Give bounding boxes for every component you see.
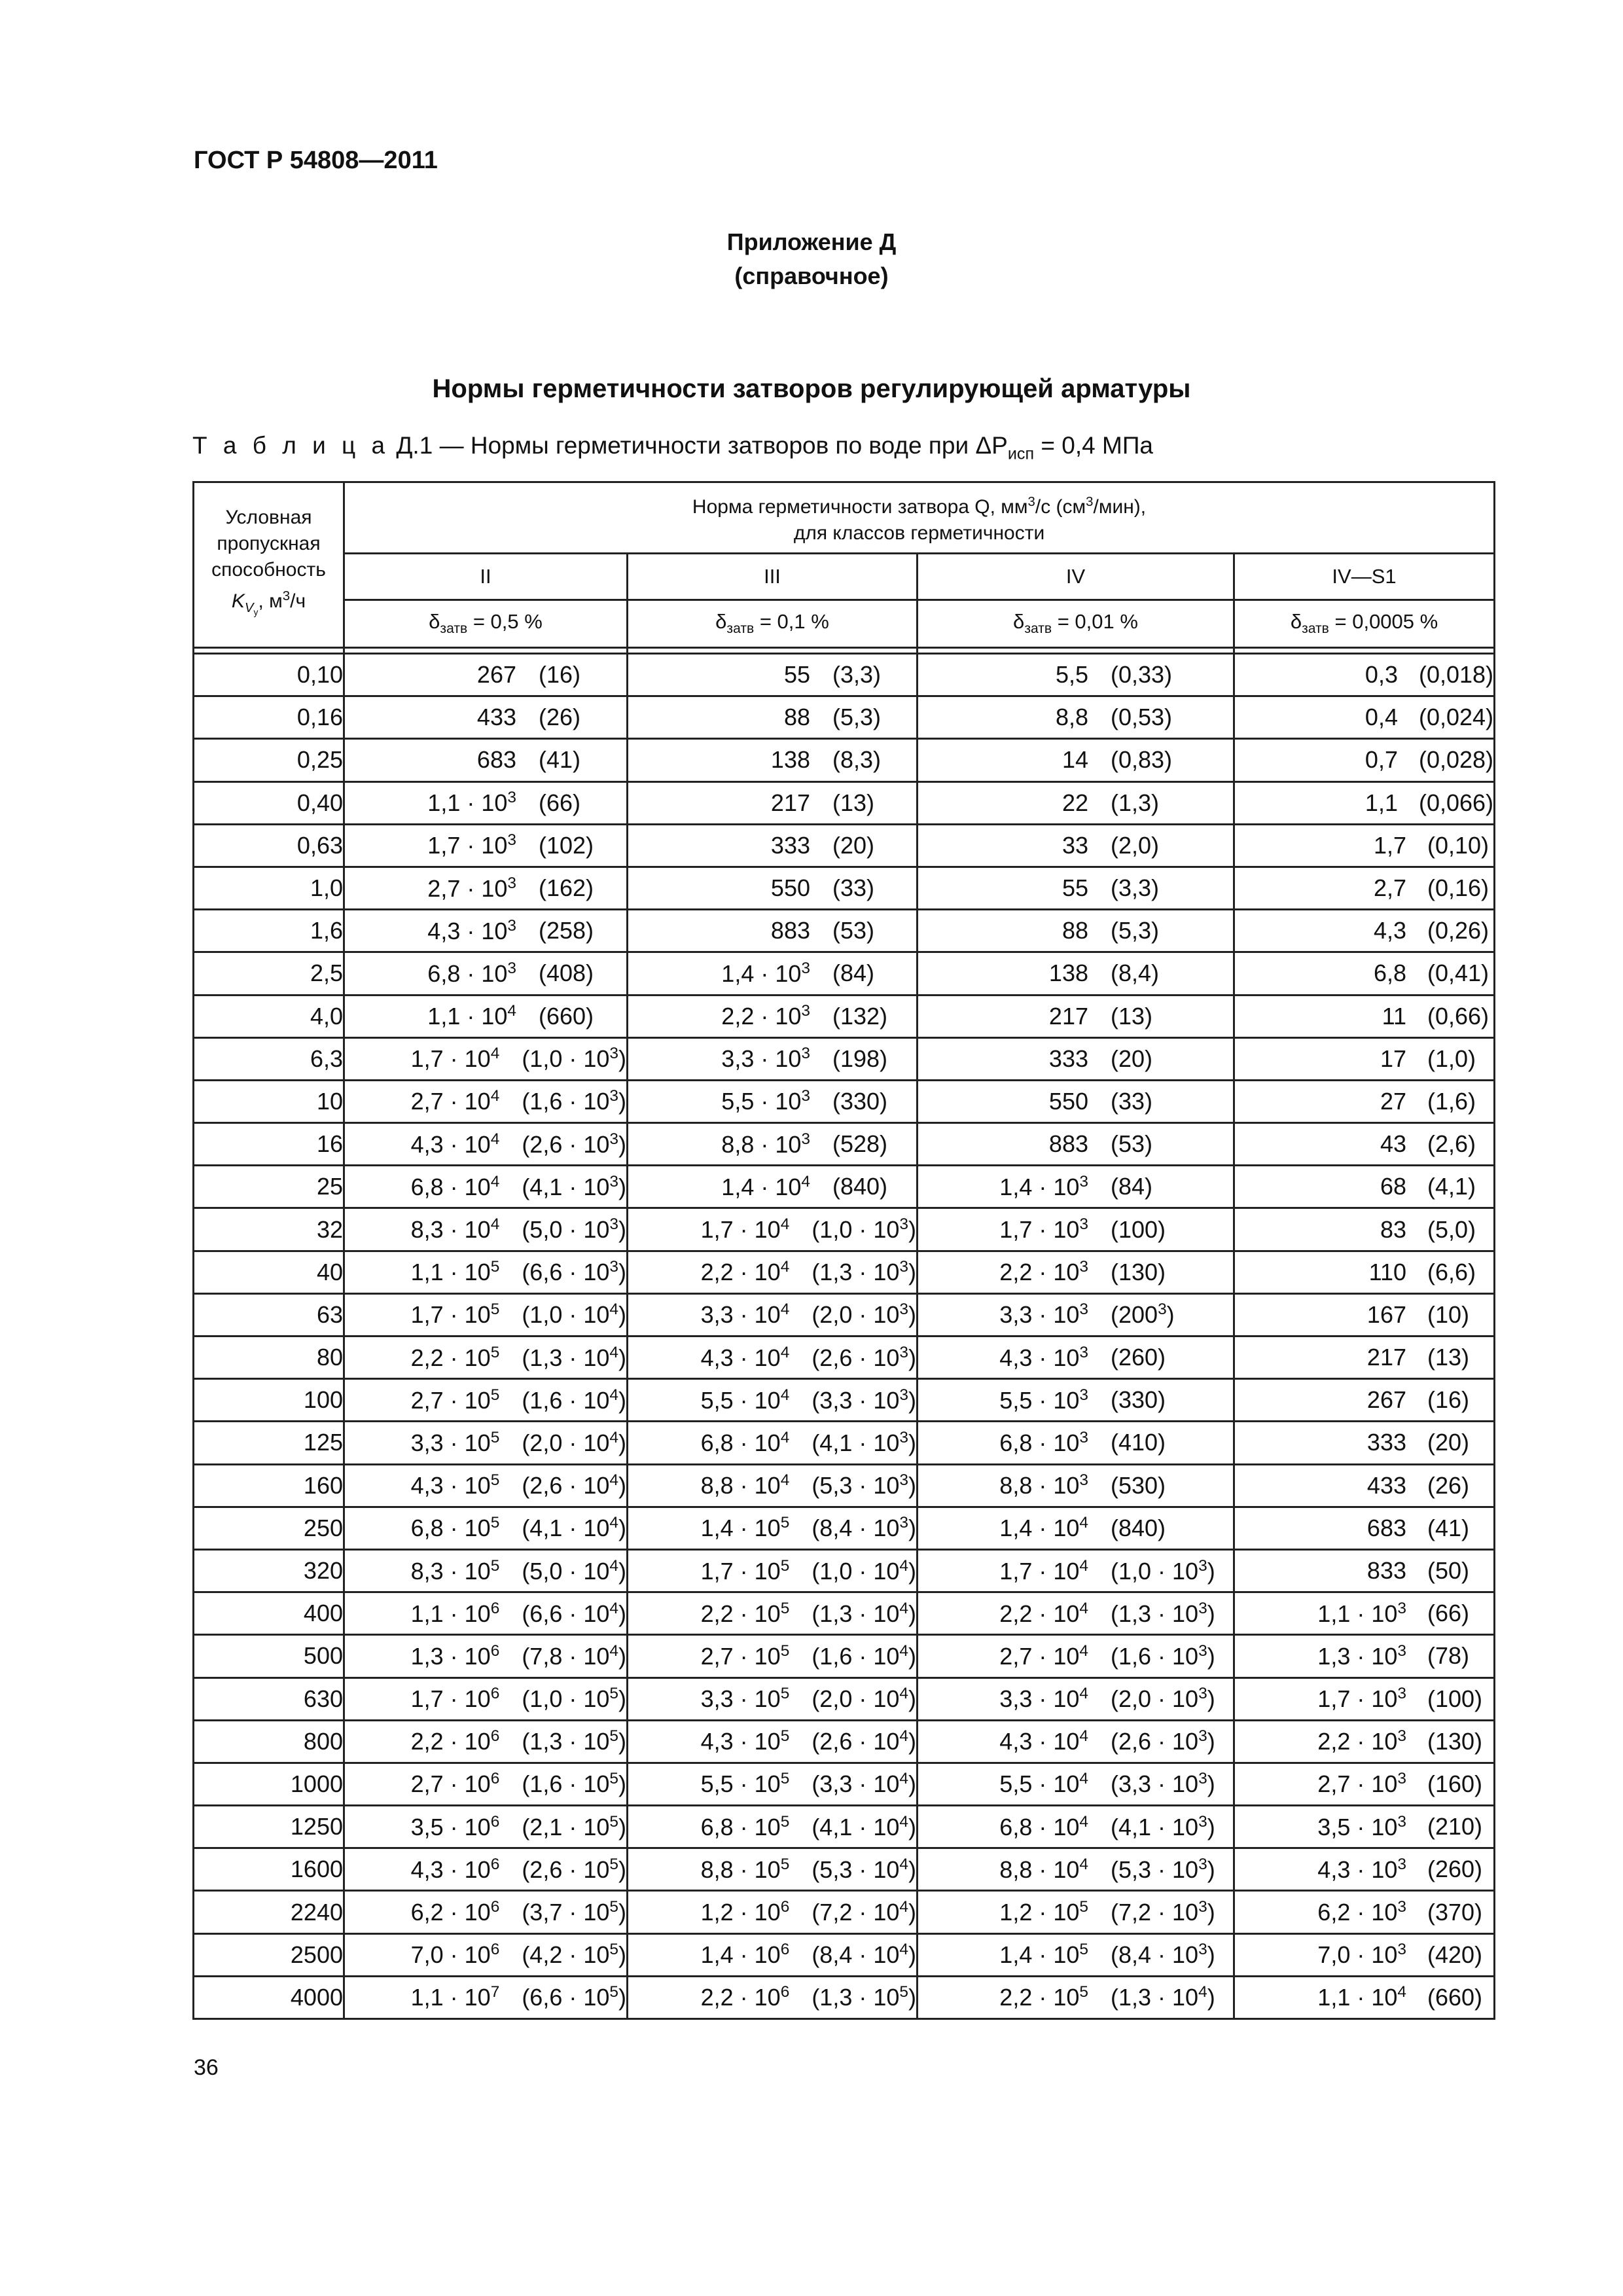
norm-value-cell: $1,7 \cdot 10^3$ (100) <box>1234 1677 1495 1720</box>
norm-value-cell: $1,7 \cdot 10^6$ $(1,0 \cdot 10^5)$ <box>344 1677 628 1720</box>
norm-value-cell: 550 (33) <box>918 1080 1234 1122</box>
norm-value-cell: 22 (1,3) <box>918 781 1234 824</box>
norm-value-cell: $1,7 \cdot 10^5$ $(1,0 \cdot 10^4)$ <box>628 1549 918 1592</box>
norm-value-cell: 433 (26) <box>1234 1464 1495 1507</box>
table-row <box>194 1806 1495 1848</box>
norm-value-cell: 333 (20) <box>918 1037 1234 1080</box>
norm-value-cell: 683 (41) <box>1234 1507 1495 1549</box>
table-row <box>194 1166 1495 1208</box>
norm-value-cell: $4,3 \cdot 10^5$ $(2,6 \cdot 10^4)$ <box>344 1464 628 1507</box>
table-row <box>194 1208 1495 1251</box>
page-number: 36 <box>194 2055 219 2080</box>
delta-header: $\delta_{затв} = 0,01$ % <box>918 600 1234 648</box>
table-row <box>194 1037 1495 1080</box>
norm-value-cell: $3,5 \cdot 10^3$ (210) <box>1234 1806 1495 1848</box>
kv-value-cell: 1000 <box>194 1763 344 1805</box>
norm-value-cell: $1,4 \cdot 10^6$ $(8,4 \cdot 10^4)$ <box>628 1933 918 1976</box>
appendix-title: Приложение Д <box>726 228 897 255</box>
kv-value-cell: 160 <box>194 1464 344 1507</box>
kv-value-cell: 2240 <box>194 1891 344 1933</box>
norm-value-cell: $5,5 \cdot 10^4$ $(3,3 \cdot 10^3)$ <box>918 1763 1234 1805</box>
norm-value-cell: 88 (5,3) <box>628 696 918 739</box>
table-body <box>194 654 1495 2019</box>
kv-value-cell: 6,3 <box>194 1037 344 1080</box>
norm-value-cell: $2,2 \cdot 10^5$ $(1,3 \cdot 10^4)$ <box>628 1592 918 1635</box>
table-row <box>194 1720 1495 1763</box>
table-row <box>194 696 1495 739</box>
caption-sub: исп <box>1007 444 1035 463</box>
norm-value-cell: $1,4 \cdot 10^5$ $(8,4 \cdot 10^3)$ <box>628 1507 918 1549</box>
norm-value-cell: 110 (6,6) <box>1234 1251 1495 1293</box>
kv-value-cell: 4,0 <box>194 995 344 1037</box>
norm-value-cell: $3,3 \cdot 10^5$ $(2,0 \cdot 10^4)$ <box>344 1422 628 1464</box>
norm-value-cell: $6,8 \cdot 10^4$ $(4,1 \cdot 10^3)$ <box>628 1422 918 1464</box>
norm-value-cell: $6,8 \cdot 10^4$ $(4,1 \cdot 10^3)$ <box>918 1806 1234 1848</box>
class-header: IV <box>918 554 1234 600</box>
section-title: Нормы герметичности затворов регулирующей арматуры <box>432 374 1191 403</box>
table-row <box>194 1933 1495 1976</box>
norm-value-cell: 11 (0,66) <box>1234 995 1495 1037</box>
table-row <box>194 1422 1495 1464</box>
table-row <box>194 1507 1495 1549</box>
norm-value-cell: $5,5 \cdot 10^5$ $(3,3 \cdot 10^4)$ <box>628 1763 918 1805</box>
norm-value-cell: $1,4 \cdot 10^3$ (84) <box>918 1166 1234 1208</box>
table-row <box>194 1379 1495 1422</box>
norm-value-cell: $2,2 \cdot 10^3$ (132) <box>628 995 918 1037</box>
kv-value-cell: 100 <box>194 1379 344 1422</box>
document-code: ГОСТ Р 54808—2011 <box>194 147 438 174</box>
kv-value-cell: 40 <box>194 1251 344 1293</box>
kv-value-cell: 2,5 <box>194 952 344 995</box>
norm-value-cell: 4,3 (0,26) <box>1234 910 1495 952</box>
delta-header: $\delta_{затв} = 0,5$ % <box>344 600 628 648</box>
norm-value-cell: 68 (4,1) <box>1234 1166 1495 1208</box>
kv-value-cell: 1,0 <box>194 867 344 909</box>
norm-value-cell: $5,5 \cdot 10^3$ (330) <box>918 1379 1234 1422</box>
kv-value-cell: 0,25 <box>194 739 344 781</box>
table-row <box>194 1592 1495 1635</box>
norm-value-cell: 550 (33) <box>628 867 918 909</box>
norm-value-cell: $1,3 \cdot 10^3$ (78) <box>1234 1635 1495 1677</box>
norm-value-cell: $2,2 \cdot 10^6$ $(1,3 \cdot 10^5)$ <box>344 1720 628 1763</box>
norm-value-cell: $1,2 \cdot 10^6$ $(7,2 \cdot 10^4)$ <box>628 1891 918 1933</box>
norm-value-cell: $2,7 \cdot 10^6$ $(1,6 \cdot 10^5)$ <box>344 1763 628 1805</box>
norm-value-cell: $2,2 \cdot 10^3$ (130) <box>1234 1720 1495 1763</box>
norm-value-cell: 43 (2,6) <box>1234 1123 1495 1166</box>
norm-value-cell: $1,1 \cdot 10^5$ $(6,6 \cdot 10^3)$ <box>344 1251 628 1293</box>
norm-value-cell: $3,3 \cdot 10^3$ (198) <box>628 1037 918 1080</box>
caption-suffix: = 0,4 МПа <box>1041 432 1153 459</box>
table-row <box>194 1123 1495 1166</box>
norm-value-cell: 167 (10) <box>1234 1293 1495 1336</box>
norm-value-cell: $8,8 \cdot 10^5$ $(5,3 \cdot 10^4)$ <box>628 1848 918 1891</box>
norm-value-cell: 1,1 (0,066) <box>1234 781 1495 824</box>
caption-prefix: Т а б л и ц а <box>192 432 390 459</box>
table-row <box>194 1080 1495 1122</box>
norm-value-cell: $1,1 \cdot 10^6$ $(6,6 \cdot 10^4)$ <box>344 1592 628 1635</box>
norm-value-cell: $1,1 \cdot 10^3$ (66) <box>1234 1592 1495 1635</box>
norm-value-cell: $8,8 \cdot 10^4$ $(5,3 \cdot 10^3)$ <box>628 1464 918 1507</box>
norm-value-cell: $4,3 \cdot 10^3$ (258) <box>344 910 628 952</box>
class-header: III <box>628 554 918 600</box>
norm-value-cell: $3,3 \cdot 10^4$ $(2,0 \cdot 10^3)$ <box>918 1677 1234 1720</box>
table-row <box>194 1763 1495 1805</box>
kv-value-cell: 0,10 <box>194 654 344 696</box>
norm-value-cell: $7,0 \cdot 10^6$ $(4,2 \cdot 10^5)$ <box>344 1933 628 1976</box>
tightness-norms-table <box>192 481 1495 2020</box>
kv-value-cell: 25 <box>194 1166 344 1208</box>
norm-value-cell: $1,7 \cdot 10^4$ $(1,0 \cdot 10^3)$ <box>628 1208 918 1251</box>
kv-value-cell: 400 <box>194 1592 344 1635</box>
kv-value-cell: 125 <box>194 1422 344 1464</box>
norm-value-cell: $6,2 \cdot 10^3$ (370) <box>1234 1891 1495 1933</box>
kv-value-cell: 16 <box>194 1123 344 1166</box>
table-row <box>194 995 1495 1037</box>
norm-value-cell: $1,4 \cdot 10^4$ (840) <box>918 1507 1234 1549</box>
norm-value-cell: $2,2 \cdot 10^4$ $(1,3 \cdot 10^3)$ <box>918 1592 1234 1635</box>
norm-value-cell: $4,3 \cdot 10^3$ (260) <box>1234 1848 1495 1891</box>
norm-value-cell: 267 (16) <box>344 654 628 696</box>
norm-value-cell: $6,8 \cdot 10^5$ $(4,1 \cdot 10^4)$ <box>628 1806 918 1848</box>
norm-value-cell: $1,1 \cdot 10^4$ (660) <box>344 995 628 1037</box>
table-row <box>194 1848 1495 1891</box>
norm-value-cell: 138 (8,4) <box>918 952 1234 995</box>
table-row <box>194 1293 1495 1336</box>
norm-value-cell: 267 (16) <box>1234 1379 1495 1422</box>
class-header: IV—S1 <box>1234 554 1495 600</box>
norm-value-cell: $1,7 \cdot 10^4$ $(1,0 \cdot 10^3)$ <box>918 1549 1234 1592</box>
norm-value-cell: 0,7 (0,028) <box>1234 739 1495 781</box>
norm-value-cell: 55 (3,3) <box>628 654 918 696</box>
kv-value-cell: 63 <box>194 1293 344 1336</box>
norm-value-cell: $1,7 \cdot 10^3$ (102) <box>344 824 628 867</box>
kv-value-cell: 32 <box>194 1208 344 1251</box>
table-row <box>194 1677 1495 1720</box>
norm-value-cell: $1,1 \cdot 10^7$ $(6,6 \cdot 10^5)$ <box>344 1976 628 2018</box>
table-caption <box>192 432 1153 463</box>
norm-value-cell: $8,8 \cdot 10^3$ (528) <box>628 1123 918 1166</box>
table-row <box>194 824 1495 867</box>
table-row <box>194 781 1495 824</box>
norm-value-cell: $1,1 \cdot 10^4$ (660) <box>1234 1976 1495 2018</box>
table-row <box>194 1251 1495 1293</box>
norm-value-cell: $8,8 \cdot 10^4$ $(5,3 \cdot 10^3)$ <box>918 1848 1234 1891</box>
norm-value-cell: $1,2 \cdot 10^5$ $(7,2 \cdot 10^3)$ <box>918 1891 1234 1933</box>
norm-value-cell: 217 (13) <box>1234 1336 1495 1379</box>
table-row <box>194 1336 1495 1379</box>
norm-value-cell: 0,4 (0,024) <box>1234 696 1495 739</box>
norm-value-cell: $2,7 \cdot 10^4$ $(1,6 \cdot 10^3)$ <box>918 1635 1234 1677</box>
norm-value-cell: 6,8 (0,41) <box>1234 952 1495 995</box>
norm-value-cell: $4,3 \cdot 10^6$ $(2,6 \cdot 10^5)$ <box>344 1848 628 1891</box>
norm-value-cell: 217 (13) <box>628 781 918 824</box>
norm-value-cell: $3,5 \cdot 10^6$ $(2,1 \cdot 10^5)$ <box>344 1806 628 1848</box>
norm-value-cell: $3,3 \cdot 10^4$ $(2,0 \cdot 10^3)$ <box>628 1293 918 1336</box>
table-row <box>194 1464 1495 1507</box>
norm-value-cell: 55 (3,3) <box>918 867 1234 909</box>
norm-value-cell: $1,7 \cdot 10^3$ (100) <box>918 1208 1234 1251</box>
norm-value-cell: 2,7 (0,16) <box>1234 867 1495 909</box>
kv-value-cell: 4000 <box>194 1976 344 2018</box>
table-row <box>194 1549 1495 1592</box>
norm-group-header: Норма герметичности затвора Q, $мм^3/с$ $(см^3/мин)$, для классов герметичности <box>344 482 1495 554</box>
kv-value-cell: 800 <box>194 1720 344 1763</box>
norm-value-cell: $6,8 \cdot 10^5$ $(4,1 \cdot 10^4)$ <box>344 1507 628 1549</box>
kv-value-cell: 1,6 <box>194 910 344 952</box>
norm-value-cell: 333 (20) <box>628 824 918 867</box>
norm-value-cell: 17 (1,0) <box>1234 1037 1495 1080</box>
norm-value-cell: 27 (1,6) <box>1234 1080 1495 1122</box>
norm-value-cell: $6,8 \cdot 10^4$ $(4,1 \cdot 10^3)$ <box>344 1166 628 1208</box>
appendix-kind: (справочное) <box>734 262 889 289</box>
caption-number: Д.1 <box>396 432 433 459</box>
delta-header: $\delta_{затв} = 0,0005$ % <box>1234 600 1495 648</box>
table-row <box>194 1891 1495 1933</box>
norm-value-cell: 217 (13) <box>918 995 1234 1037</box>
norm-value-cell: $2,7 \cdot 10^5$ $(1,6 \cdot 10^4)$ <box>628 1635 918 1677</box>
kv-value-cell: 1600 <box>194 1848 344 1891</box>
norm-value-cell: 83 (5,0) <box>1234 1208 1495 1251</box>
norm-value-cell: $1,4 \cdot 10^5$ $(8,4 \cdot 10^3)$ <box>918 1933 1234 1976</box>
norm-value-cell: $1,7 \cdot 10^5$ $(1,0 \cdot 10^4)$ <box>344 1293 628 1336</box>
delta-header: $\delta_{затв} = 0,1$ % <box>628 600 918 648</box>
norm-value-cell: $6,2 \cdot 10^6$ $(3,7 \cdot 10^5)$ <box>344 1891 628 1933</box>
norm-value-cell: 883 (53) <box>628 910 918 952</box>
norm-value-cell: $2,7 \cdot 10^5$ $(1,6 \cdot 10^4)$ <box>344 1379 628 1422</box>
norm-value-cell: $2,7 \cdot 10^3$ (162) <box>344 867 628 909</box>
norm-value-cell: 883 (53) <box>918 1123 1234 1166</box>
norm-value-cell: $2,2 \cdot 10^5$ $(1,3 \cdot 10^4)$ <box>918 1976 1234 2018</box>
caption-text: — Нормы герметичности затворов по воде при ΔP <box>439 432 1008 459</box>
kv-value-cell: 1250 <box>194 1806 344 1848</box>
kv-value-cell: 500 <box>194 1635 344 1677</box>
norm-value-cell: $1,7 \cdot 10^4$ $(1,0 \cdot 10^3)$ <box>344 1037 628 1080</box>
norm-value-cell: $2,2 \cdot 10^6$ $(1,3 \cdot 10^5)$ <box>628 1976 918 2018</box>
norm-value-cell: $7,0 \cdot 10^3$ (420) <box>1234 1933 1495 1976</box>
norm-value-cell: $3,3 \cdot 10^3$ $(200^3)$ <box>918 1293 1234 1336</box>
norm-value-cell: 33 (2,0) <box>918 824 1234 867</box>
norm-value-cell: 8,8 (0,53) <box>918 696 1234 739</box>
table-row <box>194 867 1495 909</box>
norm-value-cell: $2,7 \cdot 10^4$ $(1,6 \cdot 10^3)$ <box>344 1080 628 1122</box>
appendix-heading <box>0 225 1623 293</box>
norm-value-cell: $4,3 \cdot 10^4$ $(2,6 \cdot 10^3)$ <box>628 1336 918 1379</box>
norm-value-cell: $4,3 \cdot 10^4$ $(2,6 \cdot 10^3)$ <box>344 1123 628 1166</box>
table-row <box>194 1635 1495 1677</box>
norm-value-cell: $5,5 \cdot 10^3$ (330) <box>628 1080 918 1122</box>
table-row <box>194 1976 1495 2018</box>
norm-value-cell: 14 (0,83) <box>918 739 1234 781</box>
class-header: II <box>344 554 628 600</box>
norm-value-cell: 433 (26) <box>344 696 628 739</box>
norm-value-cell: $2,2 \cdot 10^4$ $(1,3 \cdot 10^3)$ <box>628 1251 918 1293</box>
norm-value-cell: $4,3 \cdot 10^5$ $(2,6 \cdot 10^4)$ <box>628 1720 918 1763</box>
norm-value-cell: $1,4 \cdot 10^3$ (84) <box>628 952 918 995</box>
norm-value-cell: $2,7 \cdot 10^3$ (160) <box>1234 1763 1495 1805</box>
kv-column-header: Условная пропускная способность $K_{V_у}$, $м^3/ч$ <box>194 482 344 648</box>
norm-value-cell: $3,3 \cdot 10^5$ $(2,0 \cdot 10^4)$ <box>628 1677 918 1720</box>
norm-value-cell: $4,3 \cdot 10^4$ $(2,6 \cdot 10^3)$ <box>918 1720 1234 1763</box>
norm-value-cell: $6,8 \cdot 10^3$ (410) <box>918 1422 1234 1464</box>
kv-value-cell: 10 <box>194 1080 344 1122</box>
norm-value-cell: 333 (20) <box>1234 1422 1495 1464</box>
table-row <box>194 952 1495 995</box>
norm-value-cell: 833 (50) <box>1234 1549 1495 1592</box>
norm-value-cell: 1,7 (0,10) <box>1234 824 1495 867</box>
kv-value-cell: 0,40 <box>194 781 344 824</box>
kv-value-cell: 630 <box>194 1677 344 1720</box>
norm-value-cell: $5,5 \cdot 10^4$ $(3,3 \cdot 10^3)$ <box>628 1379 918 1422</box>
kv-value-cell: 0,16 <box>194 696 344 739</box>
norm-value-cell: $8,3 \cdot 10^5$ $(5,0 \cdot 10^4)$ <box>344 1549 628 1592</box>
norm-value-cell: 0,3 (0,018) <box>1234 654 1495 696</box>
norm-value-cell: $2,2 \cdot 10^3$ (130) <box>918 1251 1234 1293</box>
norm-value-cell: $4,3 \cdot 10^3$ (260) <box>918 1336 1234 1379</box>
norm-value-cell: 683 (41) <box>344 739 628 781</box>
norm-value-cell: $1,4 \cdot 10^4$ (840) <box>628 1166 918 1208</box>
norm-value-cell: $8,8 \cdot 10^3$ (530) <box>918 1464 1234 1507</box>
norm-value-cell: 5,5 (0,33) <box>918 654 1234 696</box>
norm-value-cell: 138 (8,3) <box>628 739 918 781</box>
table-row <box>194 910 1495 952</box>
norm-value-cell: $1,3 \cdot 10^6$ $(7,8 \cdot 10^4)$ <box>344 1635 628 1677</box>
norm-value-cell: $6,8 \cdot 10^3$ (408) <box>344 952 628 995</box>
kv-value-cell: 2500 <box>194 1933 344 1976</box>
norm-value-cell: 88 (5,3) <box>918 910 1234 952</box>
table-row <box>194 654 1495 696</box>
table-row <box>194 739 1495 781</box>
kv-value-cell: 320 <box>194 1549 344 1592</box>
norm-value-cell: $1,1 \cdot 10^3$ (66) <box>344 781 628 824</box>
kv-value-cell: 0,63 <box>194 824 344 867</box>
kv-value-cell: 250 <box>194 1507 344 1549</box>
norm-value-cell: $2,2 \cdot 10^5$ $(1,3 \cdot 10^4)$ <box>344 1336 628 1379</box>
norm-value-cell: $8,3 \cdot 10^4$ $(5,0 \cdot 10^3)$ <box>344 1208 628 1251</box>
kv-value-cell: 80 <box>194 1336 344 1379</box>
